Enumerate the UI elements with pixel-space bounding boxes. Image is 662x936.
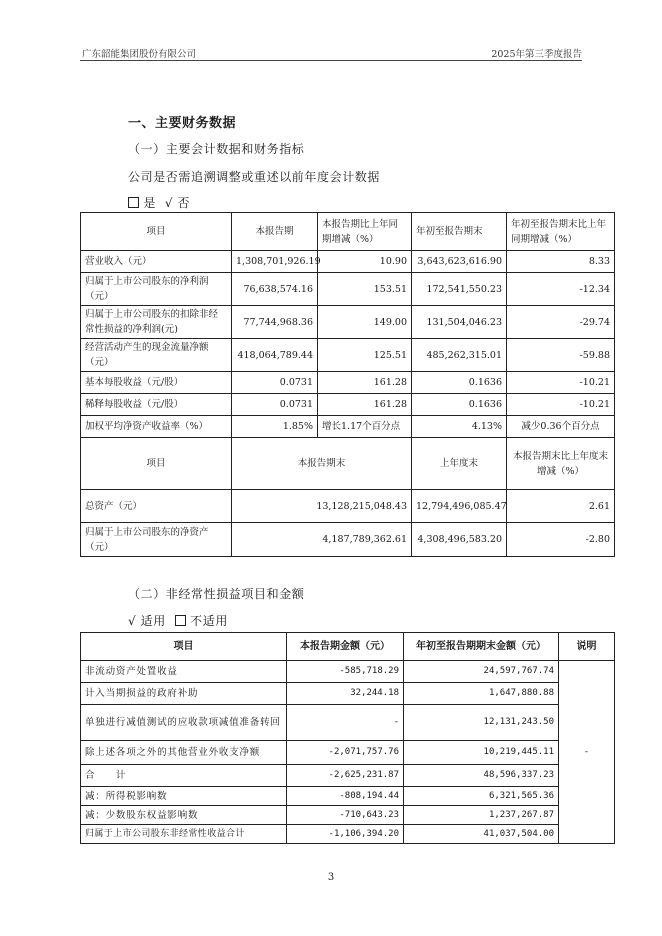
cell: -2,071,757.76 [287, 741, 404, 765]
checkbox-yes [128, 197, 139, 208]
row-label: 稀释每股收益（元/股） [81, 394, 232, 416]
table-row [81, 765, 615, 787]
row-label: 归属于上市公司股东的净利润（元） [81, 273, 232, 306]
cell: 77,744,968.36 [232, 306, 318, 339]
cell: 24,597,767.74 [404, 661, 559, 683]
cell: 10.90 [318, 251, 412, 273]
cell: 41,037,504.00 [404, 825, 559, 844]
cell: -59.88 [507, 339, 615, 372]
retro-options [128, 194, 190, 211]
row-label: 非流动资产处置收益 [81, 661, 287, 683]
row-label: 加权平均净资产收益率（%） [81, 416, 232, 438]
section-title: 一、主要财务数据 [128, 116, 237, 131]
cell: 0.0731 [232, 372, 318, 394]
cell: 4,308,496,583.20 [412, 523, 507, 557]
cell: 减少0.36个百分点 [507, 416, 615, 438]
cell: 8.33 [507, 251, 615, 273]
col-header: 项目 [81, 633, 287, 661]
row-label: 单独进行减值测试的应收款项减值准备转回 [81, 705, 287, 741]
col-header: 说明 [559, 633, 615, 661]
row-label: 归属于上市公司股东的扣除非经常性损益的净利润(元) [81, 306, 232, 339]
cell: 76,638,574.16 [232, 273, 318, 306]
checkbox-not-applicable [175, 615, 186, 626]
row-label: 合 计 [81, 765, 287, 787]
cell: 0.1636 [412, 394, 507, 416]
subsection-1-title: （一）主要会计数据和财务指标 [128, 142, 305, 156]
col-header: 年初至报告期末 [412, 213, 507, 251]
row-label: 归属于上市公司股东的净资产（元） [81, 523, 232, 557]
cell: 4.13% [412, 416, 507, 438]
cell: 161.28 [318, 394, 412, 416]
cell: 增长1.17个百分点 [318, 416, 412, 438]
col-header: 本报告期金额（元） [287, 633, 404, 661]
table-row [81, 705, 615, 741]
table-row [81, 339, 615, 372]
cell: 153.51 [318, 273, 412, 306]
header-report: 2025年第三季度报告 [491, 49, 582, 60]
cell: 125.51 [318, 339, 412, 372]
row-label: 营业收入（元） [81, 251, 232, 273]
row-label: 总资产（元） [81, 490, 232, 523]
table-row [81, 523, 615, 557]
cell: -1,106,394.20 [287, 825, 404, 844]
col-header: 项目 [81, 438, 232, 490]
table-row [81, 251, 615, 273]
table-row [81, 416, 615, 438]
header-company: 广东韶能集团股份有限公司 [82, 49, 197, 60]
cell: 10,219,445.11 [404, 741, 559, 765]
check-icon: √ [164, 196, 174, 210]
cell: -10.21 [507, 372, 615, 394]
col-header: 年初至报告期期末金额（元） [404, 633, 559, 661]
row-label: 基本每股收益（元/股） [81, 372, 232, 394]
cell: 1,237,267.87 [404, 806, 559, 825]
cell: -2,625,231.87 [287, 765, 404, 787]
table1-header-row-2 [81, 438, 615, 490]
col-header: 年初至报告期末比上年同期增减（%） [507, 213, 615, 251]
cell: 172,541,550.23 [412, 273, 507, 306]
table-row [81, 825, 615, 844]
col-header: 本报告期末 [232, 438, 412, 490]
table-row [81, 683, 615, 705]
retro-question: 公司是否需追溯调整或重述以前年度会计数据 [128, 170, 381, 184]
cell: 12,794,496,085.47 [412, 490, 507, 523]
cell: 1,647,880.88 [404, 683, 559, 705]
option-not-applicable: 不适用 [190, 614, 228, 628]
col-header: 项目 [81, 213, 232, 251]
table1-header-row [81, 213, 615, 251]
row-label: 减：所得税影响数 [81, 787, 287, 806]
cell: - [287, 705, 404, 741]
cell: -585,718.29 [287, 661, 404, 683]
cell: 0.1636 [412, 372, 507, 394]
table-row [81, 273, 615, 306]
applicability-options [128, 612, 228, 629]
key-financials-table [80, 212, 615, 557]
cell: -29.74 [507, 306, 615, 339]
note-cell: - [559, 661, 615, 844]
option-yes: 是 [143, 196, 157, 210]
table-row [81, 372, 615, 394]
cell: -808,194.44 [287, 787, 404, 806]
table-row [81, 306, 615, 339]
cell: -10.21 [507, 394, 615, 416]
non-recurring-items-table [80, 632, 615, 844]
cell: 1,308,701,926.19 [232, 251, 318, 273]
option-applicable: 适用 [140, 614, 166, 628]
subsection-2-title: （二）非经常性损益项目和金额 [128, 587, 305, 601]
option-no: 否 [177, 196, 191, 210]
cell: 418,064,789.44 [232, 339, 318, 372]
cell: 149.00 [318, 306, 412, 339]
table-row [81, 806, 615, 825]
col-header: 本报告期比上年同期增减（%） [318, 213, 412, 251]
cell: 48,596,337.23 [404, 765, 559, 787]
cell: 485,262,315.01 [412, 339, 507, 372]
table2-header-row [81, 633, 615, 661]
row-label: 经营活动产生的现金流量净额（元） [81, 339, 232, 372]
table-row [81, 741, 615, 765]
cell: 13,128,215,048.43 [232, 490, 412, 523]
cell: 161.28 [318, 372, 412, 394]
header-rule [80, 60, 582, 61]
cell: -2.80 [507, 523, 615, 557]
row-label: 减：少数股东权益影响数 [81, 806, 287, 825]
col-header: 上年度末 [412, 438, 507, 490]
cell: -12.34 [507, 273, 615, 306]
col-header: 本报告期 [232, 213, 318, 251]
row-label: 归属于上市公司股东非经常性收益合计 [81, 825, 287, 844]
col-header: 本报告期末比上年度末增减（%） [507, 438, 615, 490]
table-row [81, 661, 615, 683]
row-label: 除上述各项之外的其他营业外收支净额 [81, 741, 287, 765]
cell: 12,131,243.50 [404, 705, 559, 741]
cell: 32,244.18 [287, 683, 404, 705]
cell: -710,643.23 [287, 806, 404, 825]
cell: 6,321,565.36 [404, 787, 559, 806]
table-row [81, 490, 615, 523]
cell: 3,643,623,616.90 [412, 251, 507, 273]
cell: 2.61 [507, 490, 615, 523]
check-icon: √ [128, 614, 137, 628]
table-row [81, 787, 615, 806]
cell: 4,187,789,362.61 [232, 523, 412, 557]
cell: 0.0731 [232, 394, 318, 416]
cell: 131,504,046.23 [412, 306, 507, 339]
page-number: 3 [327, 872, 335, 883]
table-row [81, 394, 615, 416]
cell: 1.85% [232, 416, 318, 438]
row-label: 计入当期损益的政府补助 [81, 683, 287, 705]
